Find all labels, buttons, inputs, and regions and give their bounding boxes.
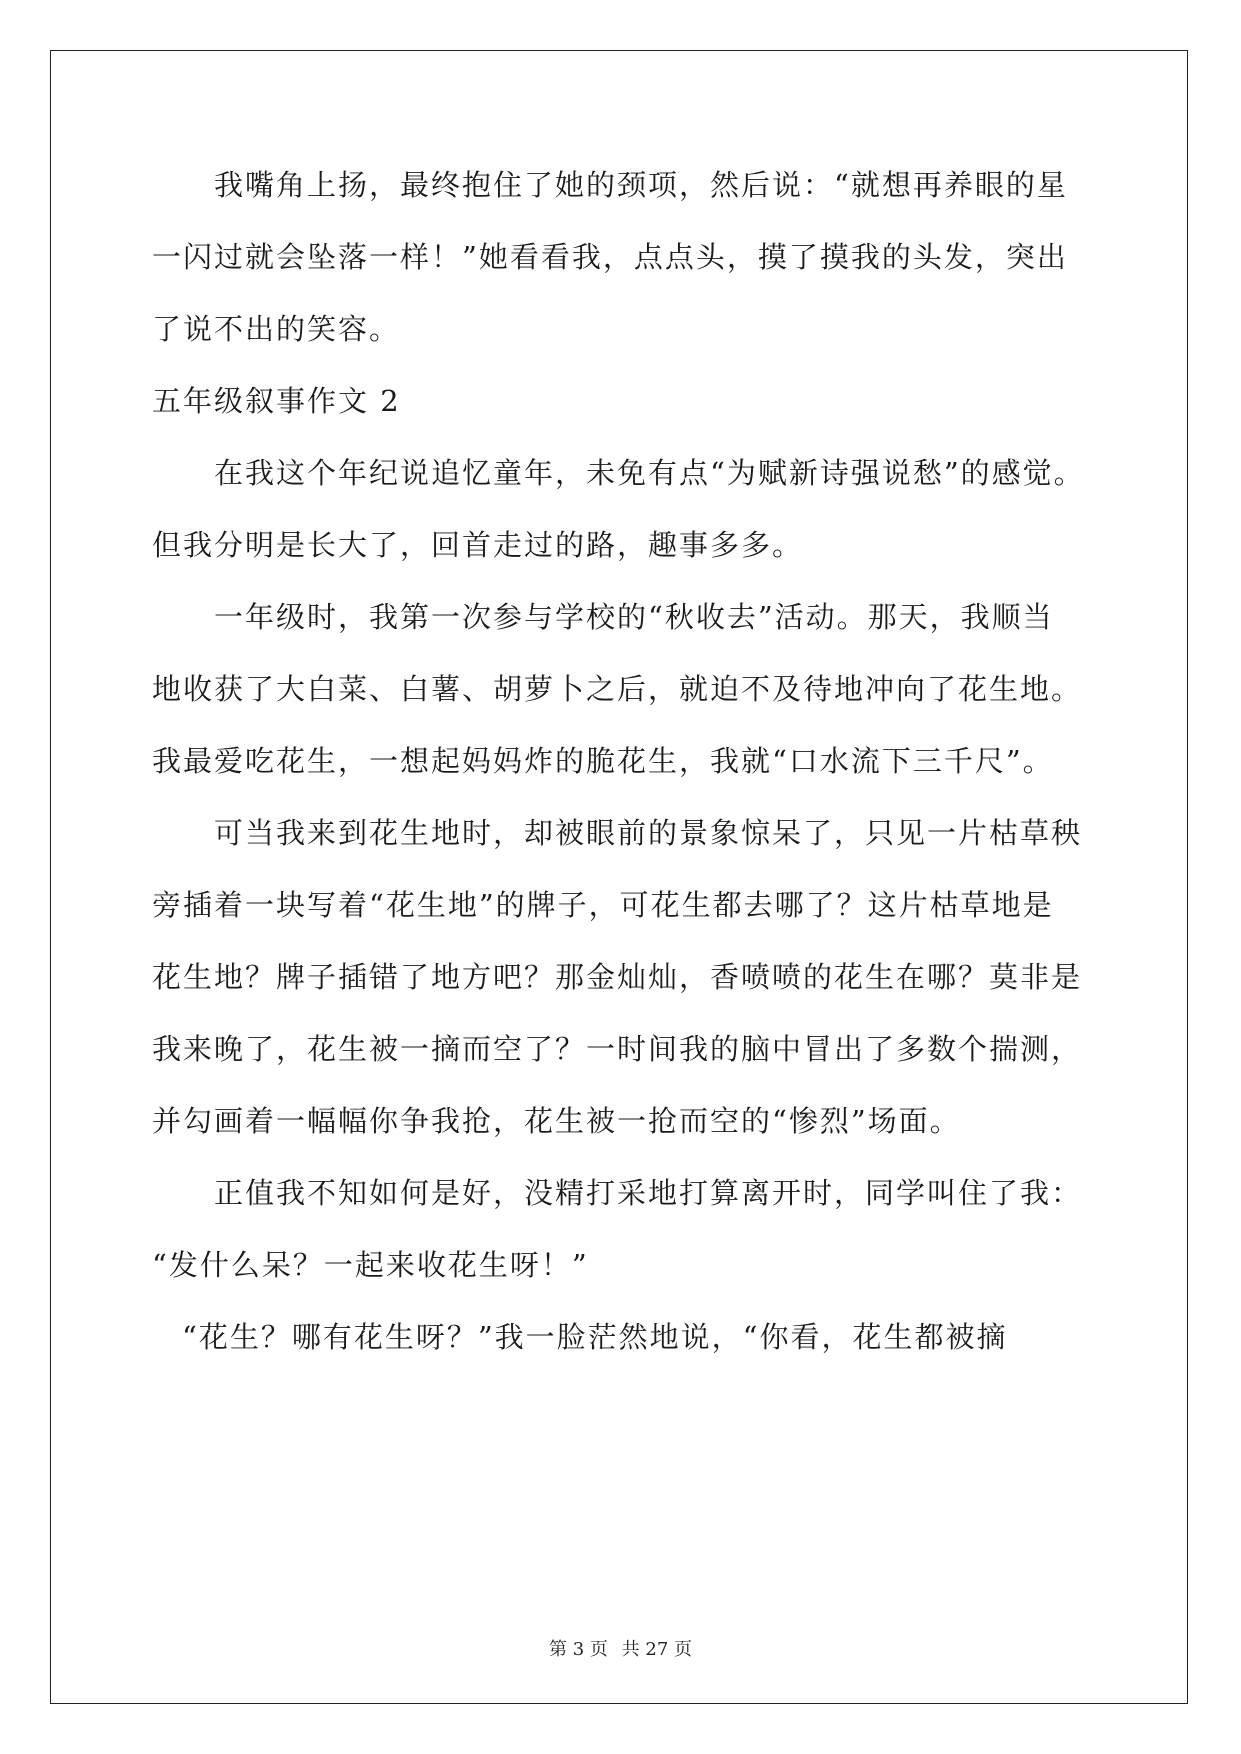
page-number: 第 3 页 (549, 1639, 608, 1660)
text-line: 但我分明是长大了，回首走过的路，趣事多多。 (152, 528, 804, 562)
text-line: 一闪过就会坠落一样！”她看看我，点点头，摸了摸我的头发，突出 (152, 240, 1068, 274)
text-line: 了说不出的笑容。 (152, 312, 401, 346)
text-line: 正值我不知如何是好，没精打采地打算离开时，同学叫住了我： (214, 1176, 1083, 1210)
text-line: “花生？哪有花生呀？”我一脸茫然地说，“你看，花生都被摘 (182, 1320, 1008, 1354)
text-line: 可当我来到花生地时，却被眼前的景象惊呆了，只见一片枯草秧 (214, 816, 1083, 850)
text-line: 我最爱吃花生，一想起妈妈炸的脆花生，我就“口水流下三千尺”。 (152, 744, 1054, 778)
text-line: 并勾画着一幅幅你争我抢，花生被一抢而空的“惨烈”场面。 (152, 1104, 961, 1138)
page-footer (0, 1638, 1241, 1662)
text-line: 我来晚了，花生被一摘而空了？一时间我的脑中冒出了多数个揣测， (152, 1032, 1083, 1066)
page-border (50, 50, 1188, 1704)
text-line: 旁插着一块写着“花生地”的牌子，可花生都去哪了？这片枯草地是 (152, 888, 1054, 922)
text-line: 一年级时，我第一次参与学校的“秋收去”活动。那天，我顺当 (214, 600, 1054, 634)
page-total: 共 27 页 (621, 1639, 692, 1660)
text-line: “发什么呆？一起来收花生呀！” (152, 1248, 589, 1282)
section-heading: 五年级叙事作文 2 (152, 384, 401, 418)
text-line: 在我这个年纪说追忆童年，未免有点“为赋新诗强说愁”的感觉。 (214, 456, 1085, 490)
text-line: 地收获了大白菜、白薯、胡萝卜之后，就迫不及待地冲向了花生地。 (152, 672, 1083, 706)
text-line: 我嘴角上扬，最终抱住了她的颈项，然后说：“就想再养眼的星 (214, 168, 1068, 202)
text-line: 花生地？牌子插错了地方吧？那金灿灿，香喷喷的花生在哪？莫非是 (152, 960, 1083, 994)
